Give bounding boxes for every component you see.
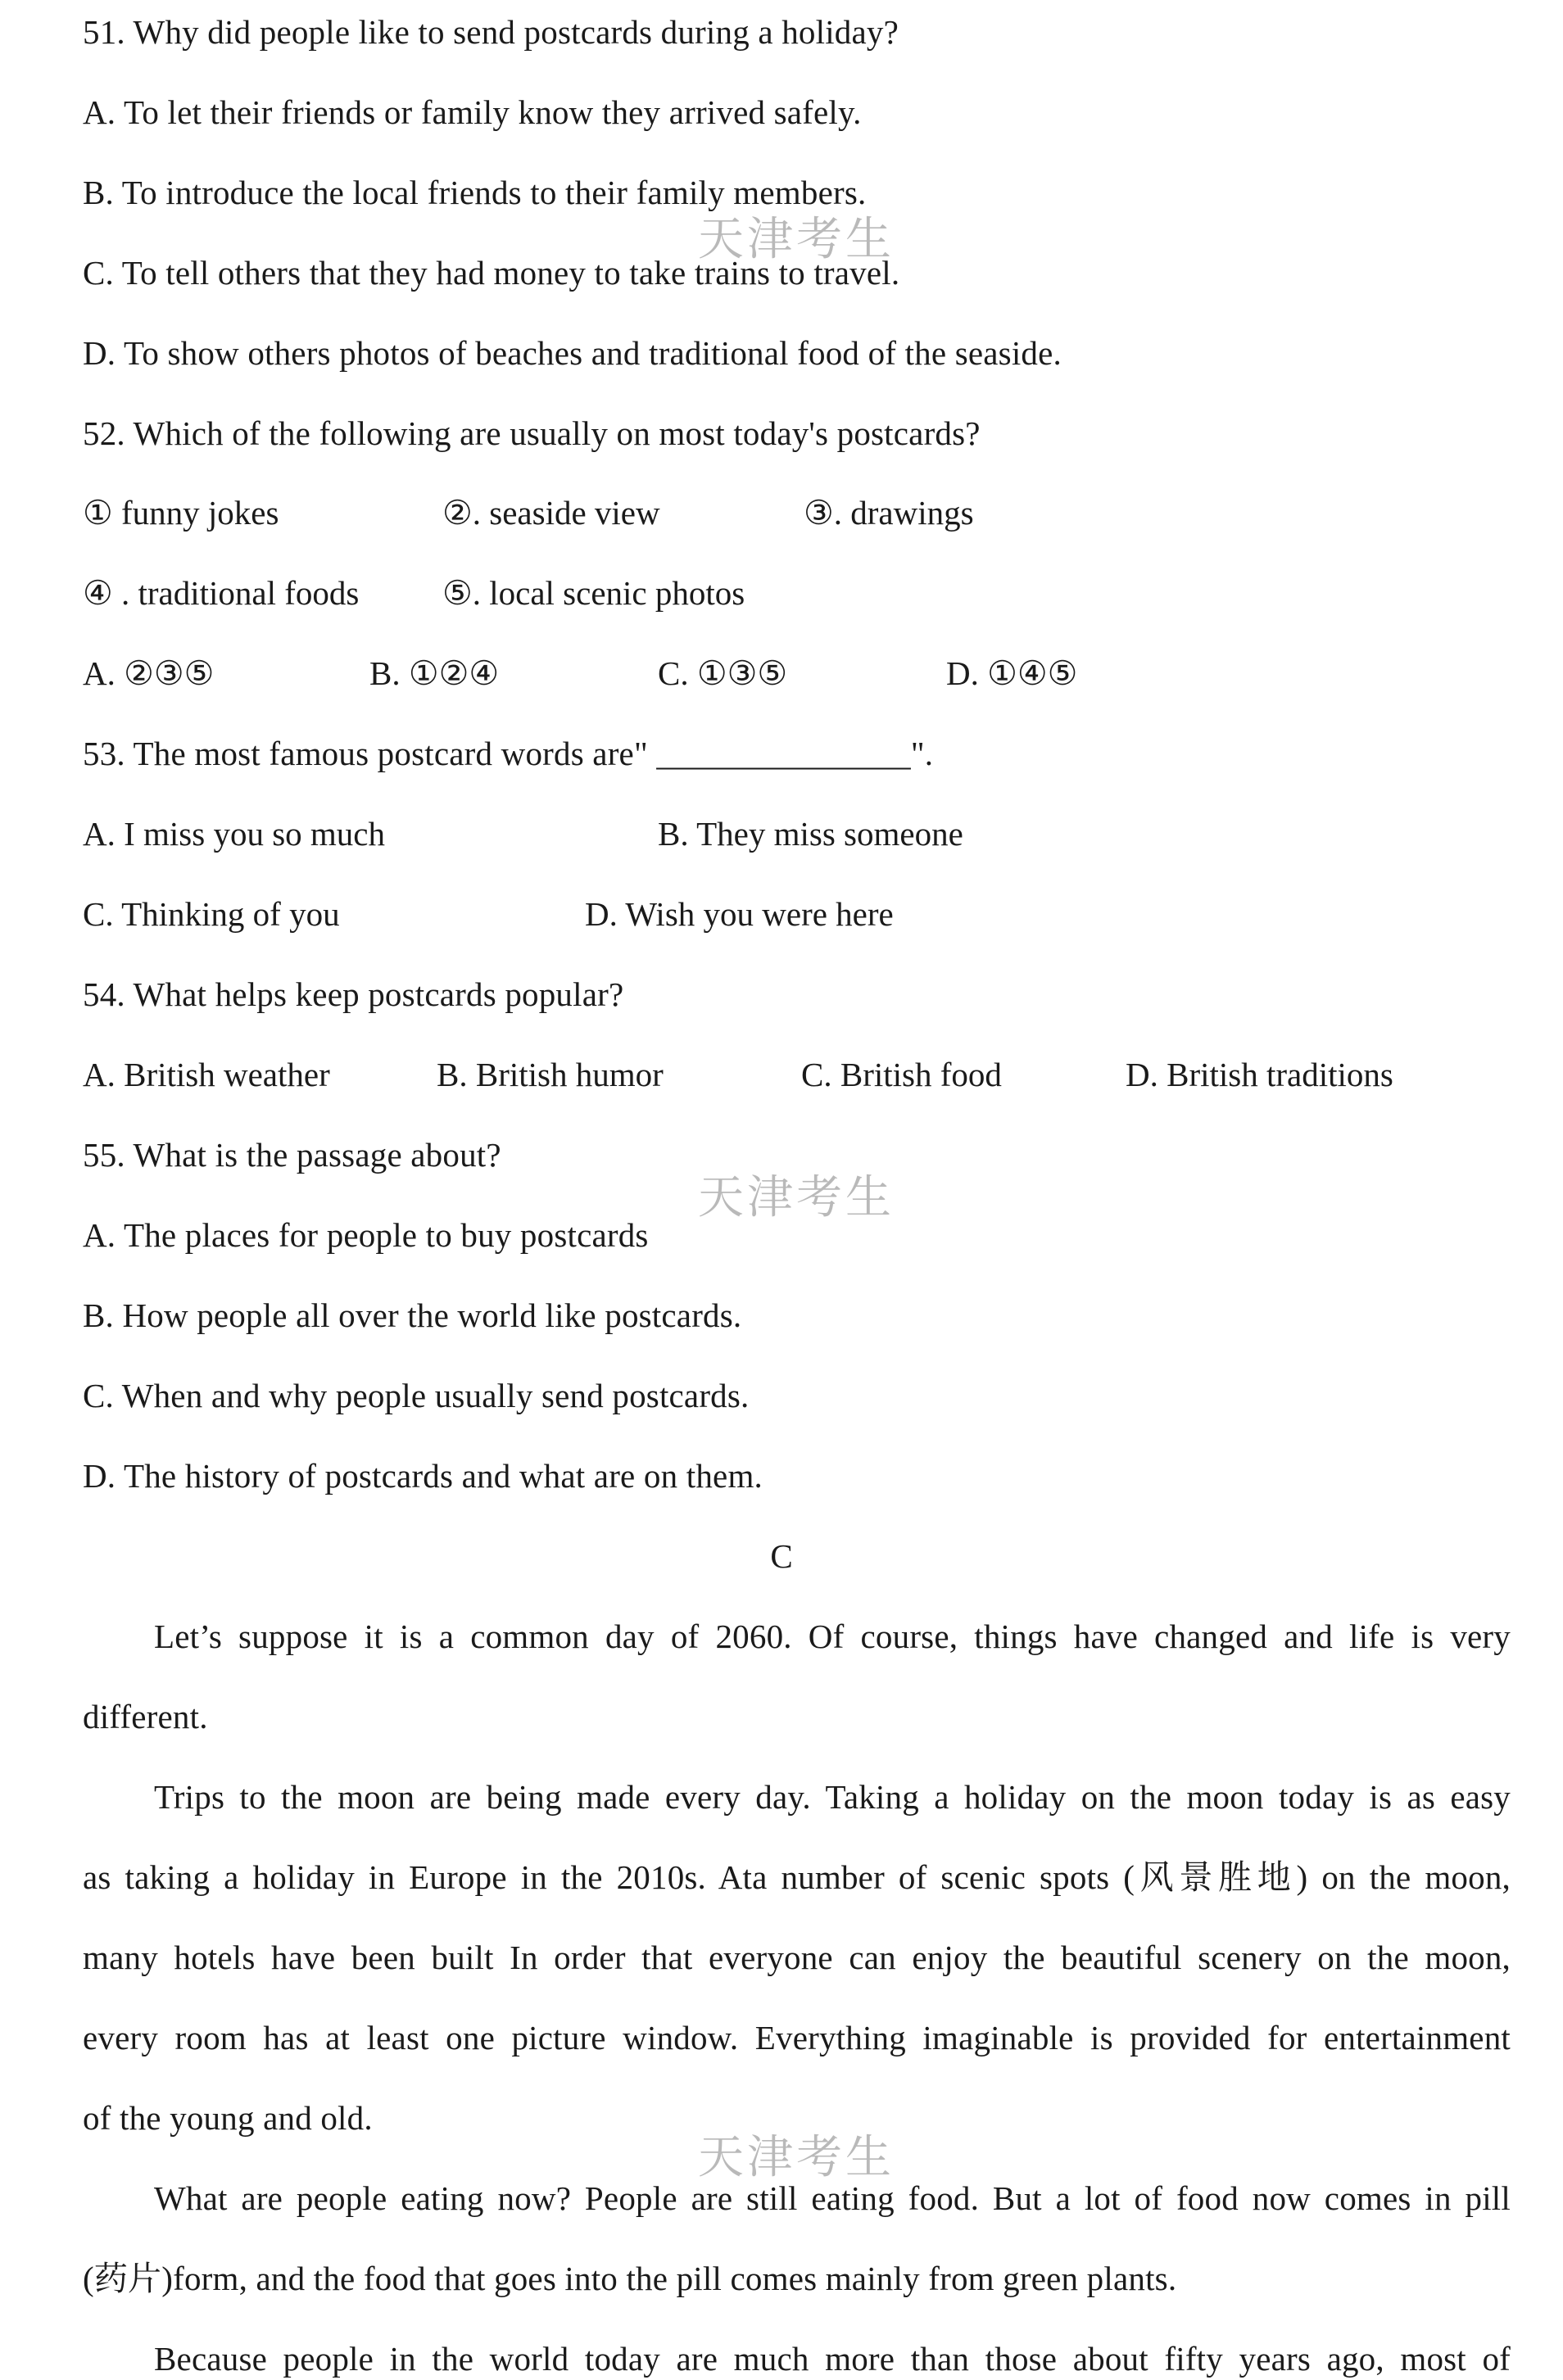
question-53-option-d: D. Wish you were here xyxy=(585,895,894,933)
passage-line: (药片)form, and the food that goes into the pill comes mainly from green plants. xyxy=(83,2260,1177,2297)
passage-line: different. xyxy=(83,1698,208,1735)
question-53-option-b: B. They miss someone xyxy=(658,815,963,853)
question-54-option-a: A. British weather xyxy=(83,1056,330,1093)
question-55-option-b: B. How people all over the world like postcards. xyxy=(83,1296,742,1334)
question-52-option-a: A. ②③⑤ xyxy=(83,654,215,692)
watermark: 天津考生 xyxy=(698,213,895,266)
passage-line: every room has at least one picture window. Everything imaginable is provided for entertainment xyxy=(83,2019,1511,2056)
question-54-option-d: D. British traditions xyxy=(1126,1056,1393,1093)
question-55-stem: 55. What is the passage about? xyxy=(83,1136,501,1174)
question-51-option-c: C. To tell others that they had money to take trains to travel. xyxy=(83,254,900,292)
question-55-option-d: D. The history of postcards and what are on them. xyxy=(83,1457,763,1495)
watermark: 天津考生 xyxy=(698,1171,895,1224)
question-52-item-3: ③. drawings xyxy=(804,494,974,532)
watermark: 天津考生 xyxy=(698,2131,895,2184)
passage-line: Trips to the moon are being made every day. Taking a holiday on the moon today is as easy xyxy=(154,1778,1511,1816)
question-51-option-b: B. To introduce the local friends to their family members. xyxy=(83,174,867,211)
passage-line: of the young and old. xyxy=(83,2099,373,2137)
question-53-stem: 53. The most famous postcard words are" _______________". xyxy=(83,735,934,772)
question-52-item-2: ②. seaside view xyxy=(442,494,660,532)
question-52-item-4: ④ . traditional foods xyxy=(83,574,360,612)
question-54-option-b: B. British humor xyxy=(437,1056,664,1093)
question-55-option-a: A. The places for people to buy postcards xyxy=(83,1216,649,1254)
question-54-stem: 54. What helps keep postcards popular? xyxy=(83,975,624,1013)
question-53-option-c: C. Thinking of you xyxy=(83,895,340,933)
question-51-option-a: A. To let their friends or family know they arrived safely. xyxy=(83,93,862,131)
question-52-item-5: ⑤. local scenic photos xyxy=(442,574,745,612)
question-52-stem: 52. Which of the following are usually on most today's postcards? xyxy=(83,414,981,452)
question-52-option-c: C. ①③⑤ xyxy=(658,654,788,692)
section-c-heading: C xyxy=(770,1537,793,1575)
question-52-option-b: B. ①②④ xyxy=(369,654,500,692)
passage-line: Let’s suppose it is a common day of 2060. Of course, things have changed and life is very xyxy=(154,1618,1511,1655)
passage-line: Because people in the world today are much more than those about fifty years ago, most of xyxy=(154,2340,1511,2378)
question-53-option-a: A. I miss you so much xyxy=(83,815,385,853)
question-52-item-1: ① funny jokes xyxy=(83,494,279,532)
question-51-option-d: D. To show others photos of beaches and traditional food of the seaside. xyxy=(83,334,1062,372)
question-51-stem: 51. Why did people like to send postcards during a holiday? xyxy=(83,13,899,51)
passage-line: many hotels have been built In order that everyone can enjoy the beautiful scenery on the moon, xyxy=(83,1939,1511,1976)
passage-line: as taking a holiday in Europe in the 2010s. Ata number of scenic spots (风景胜地) on the moon, xyxy=(83,1858,1511,1896)
passage-line: What are people eating now? People are still eating food. But a lot of food now comes in pill xyxy=(154,2179,1511,2217)
question-55-option-c: C. When and why people usually send postcards. xyxy=(83,1377,750,1414)
question-54-option-c: C. British food xyxy=(801,1056,1002,1093)
question-52-option-d: D. ①④⑤ xyxy=(946,654,1078,692)
